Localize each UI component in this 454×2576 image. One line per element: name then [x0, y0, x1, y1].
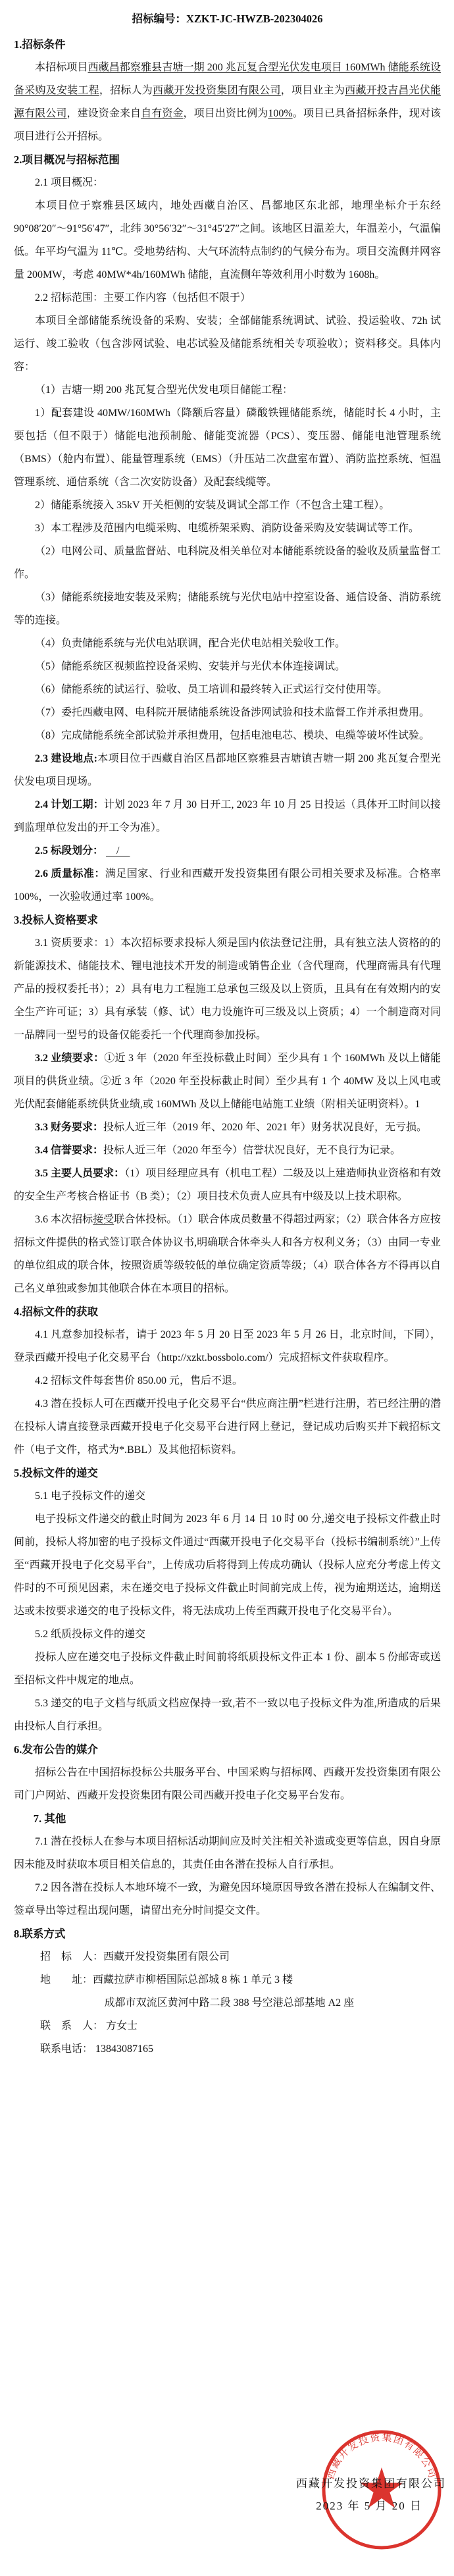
- section-heading: 8.联系方式: [14, 1928, 66, 1940]
- paragraph: [14, 286, 441, 309]
- text-segment: （5）储能系统区视频监控设备采购、安装并与光伏本体连接调试。: [35, 661, 346, 672]
- text-segment: ，项目业主为: [280, 85, 345, 96]
- text-segment: （8）完成储能系统全部试验并承担费用，包括电池电芯、模块、电缆等破坏性试验。: [35, 730, 430, 741]
- text-segment: 2.1 项目概况：: [35, 177, 104, 188]
- underlined-text: /: [106, 845, 130, 856]
- paragraph: [14, 701, 441, 724]
- text-segment: 本招标项目: [35, 62, 88, 73]
- text-segment: 投标人近三年（2019 年、2020 年、2021 年）财务状况良好，无亏损。: [103, 1122, 428, 1133]
- signature-date: 2023 年 5 月 20 日: [316, 2500, 422, 2512]
- text-segment: 地 址：西藏拉萨市柳梧国际总部城 8 栋 1 单元 3 楼: [40, 1974, 293, 1985]
- paragraph: [14, 540, 441, 586]
- text-segment: 3.1 资质要求：1）本次招标要求投标人须是国内依法登记注册，具有独立法人资格的的新能源技术、储能技术、锂电池技术开发的制造或销售企业（含代理商，代理商需具有代理产品的授权委托书）；2）具有电力工程施工总承包三级及以上资质，且具有在有效期内的安全生产许可证；3）具有承装（修、试）电力设施许可三级及以上资质；4）一个制造商对同一品牌同一型号的设备仅能委托一个代理商参加投标。: [14, 937, 441, 1041]
- paragraph: [14, 494, 441, 517]
- text-segment: 4.1 凡意参加投标者，请于 2023 年 5 月 20 日至 2023 年 5 月 26 日，北京时间，下同），登录西藏开投电子化交易平台（http://xzkt.bossbolo.com/）完成招标文件获取程序。: [14, 1329, 441, 1363]
- text-segment: （2）电网公司、质量监督站、电科院及相关单位对本储能系统设备的验收及质量监督工作。: [14, 546, 441, 580]
- text-segment: 招标公告在中国招标投标公共服务平台、中国采购与招标网、西藏开发投资集团有限公司门户网站、西藏开发投资集团有限公司西藏开投电子化交易平台发布。: [14, 1767, 441, 1801]
- text-segment: 成都市双流区黄河中路二段 388 号空港总部基地 A2 座: [104, 1997, 355, 2009]
- paragraph: [14, 1968, 441, 1991]
- paragraph: [14, 1139, 441, 1162]
- section-heading: 3.投标人资格要求: [14, 914, 98, 926]
- underlined-text: 西藏开发投资集团有限公司: [153, 85, 281, 96]
- paragraph: [14, 747, 441, 793]
- paragraph: [14, 724, 441, 747]
- paragraph: [14, 1830, 441, 1876]
- paragraph: [14, 1876, 441, 1922]
- text-segment: 5.1 电子投标文件的递交: [35, 1490, 146, 1502]
- text-segment: 3.3 财务要求：: [35, 1122, 104, 1133]
- text-segment: 2.5 标段划分：: [35, 845, 104, 856]
- text-segment: ，建设资金来自: [66, 108, 141, 119]
- text-segment: 3.4 信誉要求：: [35, 1145, 104, 1156]
- underlined-text: 西藏开投吉昌光伏能源有限公司: [14, 85, 441, 119]
- paragraph: [14, 56, 441, 148]
- paragraph: [14, 839, 441, 862]
- underlined-text: 自有资金: [141, 108, 184, 119]
- text-segment: ，招标人为: [99, 85, 153, 96]
- sections: [14, 33, 441, 2061]
- underlined-text: 接受: [93, 1214, 114, 1225]
- section-heading: 6.发布公告的媒介: [14, 1743, 98, 1756]
- text-segment: 招 标 人：西藏开发投资集团有限公司: [40, 1951, 230, 1962]
- text-segment: （1）项目经理应具有（机电工程）二级及以上建造师执业资格和有效的安全生产考核合格证书（B 类）；（2）项目技术负责人应具有中级及以上技术职称。: [14, 1168, 441, 1202]
- text-segment: 4.2 招标文件每套售价 850.00 元，售后不退。: [35, 1375, 243, 1386]
- text-segment: 2.3 建设地点:: [35, 753, 97, 764]
- text-segment: 电子投标文件递交的截止时间为 2023 年 6 月 14 日 10 时 00 分,递交电子投标文件截止时间前，投标人将加密的电子投标文件通过“西藏开投电子化交易平台（投标书编制系统）”上传至“西藏开投电子化交易平台”，上传成功后将得到上传成功确认（投标人应充分考虑上传文件时的不可预见因素，未在递交电子投标文件截止时间前完成上传，视为逾期送达，逾期送达或未按要求递交的电子投标文件，将无法成功上传至西藏开投电子化交易平台）。: [14, 1513, 441, 1617]
- text-segment: 3）本工程涉及范围内电缆采购、电缆桥架采购、消防设备采购及安装调试等工作。: [35, 523, 420, 534]
- paragraph: [14, 678, 441, 701]
- paragraph: [14, 1392, 441, 1461]
- paragraph: [14, 2014, 441, 2037]
- text-segment: 本项目位于察雅县区域内，地处西藏自治区、昌都地区东北部，地理坐标介于东经 90°08′20″～91°56′47″，北纬 30°56′32″～31°45′27″之间。该地区日温差大，年温差小，气温偏低。年平均气温为 11℃。受地势结构、大气环流特点制约的气候分布为。项目交流侧并网容量 200MW，考虑 40MW*4h/160MWh 储能，直流侧年等效利用小时数为 1608h。: [14, 200, 441, 280]
- section-heading: 2.项目概况与招标范围: [14, 153, 120, 166]
- paragraph: [14, 517, 441, 540]
- paragraph: [14, 1991, 441, 2014]
- text-segment: ①近 3 年（2020 年至投标截止时间）至少具有 1 个 160MWh 及以上储能项目的供货业绩。②近 3 年（2020 年至投标截止时间）至少具有 1 个 40MW 及以上风电或光伏配套储能系统供货业绩,或 160MWh 及以上储能电站施工业绩（附相关证明资料）。1: [14, 1053, 441, 1110]
- paragraph: [14, 632, 441, 655]
- text-segment: （6）储能系统的试运行、验收、员工培训和最终转入正式运行交付使用等。: [35, 684, 388, 695]
- paragraph: [14, 1646, 441, 1692]
- text-segment: 本项目全部储能系统设备的采购、安装；全部储能系统调试、试验、投运验收、72h 试运行、竣工验收（包含涉网试验、电芯试验及储能系统相关专项验收）；资料移交。具体内容：: [14, 315, 441, 373]
- text-segment: （1）吉塘一期 200 兆瓦复合型光伏发电项目储能工程：: [35, 384, 293, 396]
- text-segment: 投标人近三年（2020 年至今）信誉状况良好，无不良行为记录。: [103, 1145, 401, 1156]
- text-segment: 2）储能系统接入 35kV 开关柜侧的安装及调试全部工作（不包含土建工程）。: [35, 500, 390, 511]
- text-segment: 满足国家、行业和西藏开发投资集团有限公司相关要求及标准。合格率 100%，一次验收通过率 100%。: [14, 868, 441, 903]
- text-segment: （3）储能系统接地安装及采购；储能系统与光伏电站中控室设备、通信设备、消防系统等的连接。: [14, 592, 441, 626]
- paragraph: [14, 1369, 441, 1392]
- text-segment: 7.2 因各潜在投标人本地环境不一致，为避免因环境原因导致各潜在投标人在编制文件、签章导出等过程出现问题，请留出充分时间提交文件。: [14, 1882, 441, 1916]
- text-segment: 7.1 潜在投标人在参与本项目招标活动期间应及时关注相关补遗或变更等信息，因自身原因未能及时获取本项目相关信息的，其责任由各潜在投标人自行承担。: [14, 1836, 441, 1870]
- text-segment: （4）负责储能系统与光伏电站联调，配合光伏电站相关验收工作。: [35, 638, 346, 649]
- paragraph: [14, 1208, 441, 1300]
- paragraph: [14, 1323, 441, 1369]
- text-segment: 投标人应在递交电子投标文件截止时间前将纸质投标文件正本 1 份、副本 5 份邮寄或送至招标文件中规定的地点。: [14, 1652, 441, 1686]
- text-segment: 5.3 递交的电子文档与纸质文档应保持一致,若不一致以电子投标文件为准,所造成的后果由投标人自行承担。: [14, 1698, 441, 1732]
- underlined-text: 100%: [268, 108, 293, 119]
- text-segment: （7）委托西藏电网、电科院开展储能系统设备涉网试验和技术监督工作并承担费用。: [35, 707, 430, 718]
- seal-company-text: 西藏开发投资集团有限公司: [325, 2432, 438, 2481]
- text-segment: 计划 2023 年 7 月 30 日开工, 2023 年 10 月 25 日投运（具体开工时间以接到监理单位发出的开工令为准）。: [14, 799, 441, 833]
- tender-number-title: 招标编号：XZKT-JC-HWZB-202304026: [132, 13, 323, 25]
- text-segment: 本项目位于西藏自治区昌都地区察雅县吉塘镇吉塘一期 200 兆瓦复合型光伏发电项目现场。: [14, 753, 441, 787]
- paragraph: [14, 194, 441, 286]
- paragraph: [14, 1623, 441, 1646]
- text-segment: ，项目出资比例为: [183, 108, 268, 119]
- paragraph: [14, 1047, 441, 1116]
- text-segment: 联合体投标。（1）联合体成员数量不得超过两家；（2）联合体各方应按招标文件提供的格式签订联合体协议书,明确联合体牵头人和各方权利义务；（3）由同一专业的单位组成的联合体，按照资质等级较低的单位确定资质等级；（4）联合体各方不得再以自己名义单独或参加其他联合体在本项目的招标。: [14, 1214, 441, 1294]
- paragraph: [14, 1116, 441, 1139]
- text-segment: 3.5 主要人员要求：: [35, 1168, 125, 1179]
- section-heading: 7. 其他: [33, 1812, 66, 1825]
- paragraph: [14, 586, 441, 632]
- underlined-text: 西藏昌都察雅县吉塘一期 200 兆瓦复合型光伏发电项目 160MWh 储能系统设备采购及安装工程: [14, 62, 441, 96]
- text-segment: 2.6 质量标准：: [35, 868, 105, 880]
- section-heading: 1.招标条件: [14, 38, 66, 51]
- paragraph: [14, 1485, 441, 1508]
- paragraph: [14, 793, 441, 839]
- paragraph: [14, 862, 441, 908]
- section-heading: 5.投标文件的递交: [14, 1467, 98, 1479]
- paragraph: [14, 655, 441, 678]
- paragraph: [14, 402, 441, 494]
- signature-company: 西藏开发投资集团有限公司: [296, 2477, 446, 2490]
- paragraph: [14, 1692, 441, 1738]
- section-heading: 4.招标文件的获取: [14, 1305, 98, 1318]
- text-segment: 3.6 本次招标: [35, 1214, 93, 1225]
- paragraph: [14, 932, 441, 1047]
- text-segment: 1）配套建设 40MW/160MWh（降额后容量）磷酸铁锂储能系统，储能时长 4 小时，主要包括（但不限于）储能电池预制舱、储能变流器（PCS）、变压器、储能电池管理系统（BMS）（舱内布置）、能量管理系统（EMS）（升压站二次盘室布置）、消防监控系统、恒温管理系统、通信系统（含二次安防设备）及配套线缆等。: [14, 407, 441, 488]
- paragraph: [14, 171, 441, 194]
- text-segment: 5.2 纸质投标文件的递交: [35, 1629, 146, 1640]
- text-segment: 2.4 计划工期：: [35, 799, 104, 810]
- paragraph: [14, 1761, 441, 1807]
- text-segment: 3.2 业绩要求：: [35, 1053, 105, 1064]
- paragraph: [14, 379, 441, 402]
- paragraph: [14, 2037, 441, 2061]
- text-segment: 。项目已具备招标条件，现对该项目进行公开招标。: [14, 108, 441, 142]
- text-segment: 联系电话： 13843087165: [40, 2043, 154, 2055]
- signature-block: [0, 2434, 454, 2576]
- text-segment: 2.2 招标范围：主要工作内容（包括但不限于）: [35, 292, 251, 303]
- text-segment: 4.3 潜在投标人可在西藏开投电子化交易平台“供应商注册”栏进行注册，若已经注册的潜在投标人请直接登录西藏开投电子化交易平台进行网上登记，登记成功后购买并下载招标文件（电子文件，格式为*.BBL）及其他招标资料。: [14, 1398, 441, 1456]
- paragraph: [14, 1945, 441, 1968]
- paragraph: [14, 1508, 441, 1623]
- text-segment: 联 系 人： 方女士: [40, 2020, 138, 2032]
- paragraph: [14, 1162, 441, 1208]
- paragraph: [14, 309, 441, 379]
